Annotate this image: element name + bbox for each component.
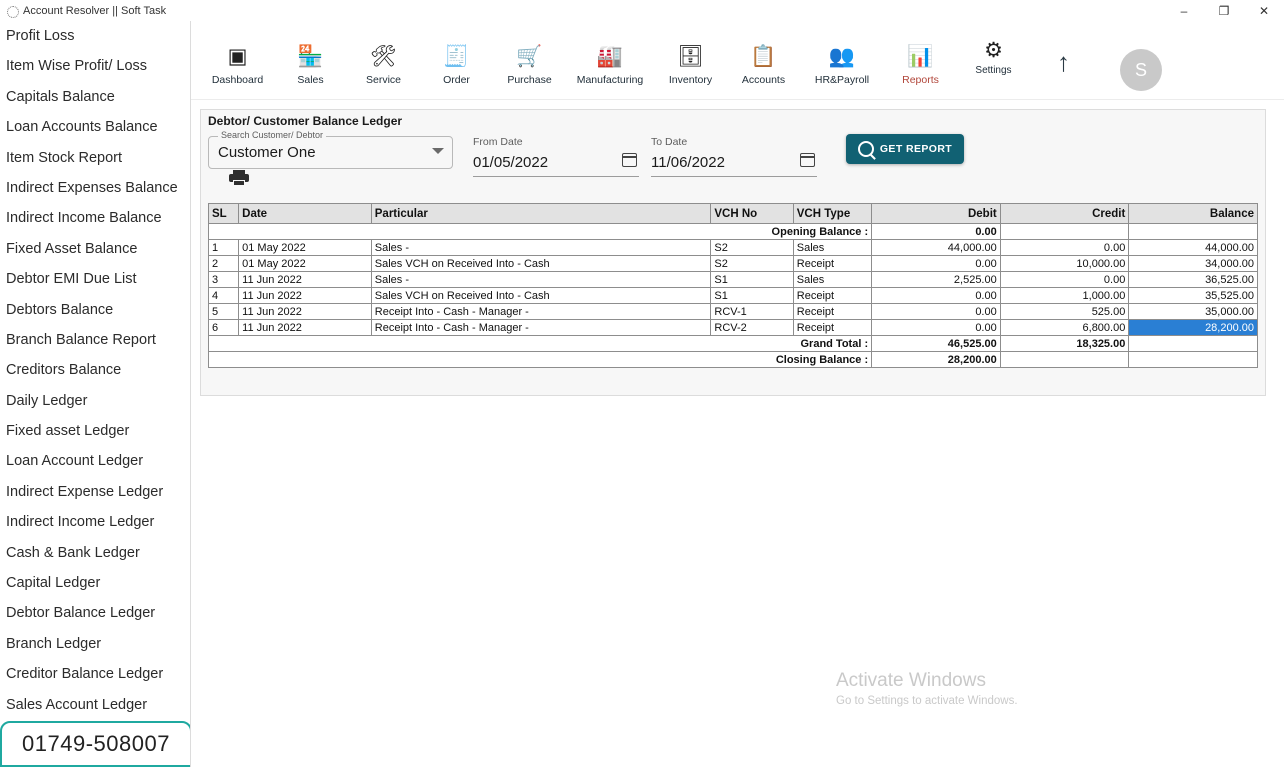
column-header-particular: Particular — [371, 204, 711, 224]
order-icon: 🧾 — [443, 44, 470, 68]
closing-balance-debit: 28,200.00 — [872, 352, 1001, 368]
cell-vch-no: RCV-2 — [711, 320, 793, 336]
service-icon: 🛠 — [370, 44, 397, 68]
cell-vch-type: Receipt — [793, 304, 871, 320]
title-bar — [0, 0, 1284, 22]
up-arrow-icon[interactable]: ↑ — [1057, 47, 1070, 77]
cell-sl: 6 — [209, 320, 239, 336]
search-customer-label: Search Customer/ Debtor — [218, 130, 326, 140]
toolbar-item-settings[interactable] — [957, 27, 1030, 76]
avatar[interactable]: S — [1120, 49, 1162, 91]
sidebar-item-branch-balance-report[interactable]: Branch Balance Report — [6, 331, 156, 348]
toolbar-label-dashboard: Dashboard — [211, 74, 264, 86]
opening-balance-credit — [1000, 224, 1129, 240]
toolbar-item-reports[interactable] — [884, 27, 957, 86]
cell-particular: Receipt Into - Cash - Manager - — [371, 304, 711, 320]
column-header-vch-type: VCH Type — [793, 204, 871, 224]
toolbar-item-dashboard[interactable] — [201, 27, 274, 86]
cell-balance-selected[interactable]: 28,200.00 — [1129, 320, 1258, 336]
get-report-button[interactable] — [846, 134, 964, 164]
sidebar-item-item-wise-profit-loss[interactable]: Item Wise Profit/ Loss — [6, 58, 148, 75]
window-controls — [1164, 0, 1284, 21]
cell-date: 01 May 2022 — [239, 240, 372, 256]
cell-debit: 0.00 — [872, 256, 1001, 272]
cell-date: 11 Jun 2022 — [239, 304, 372, 320]
toolbar-item-order[interactable] — [420, 27, 493, 86]
content-area — [191, 21, 1284, 767]
closing-balance-credit — [1000, 352, 1129, 368]
watermark-subtitle: Go to Settings to activate Windows. — [836, 695, 1018, 707]
toolbar-label-accounts: Accounts — [741, 74, 786, 86]
dashboard-icon: ▣ — [227, 44, 248, 68]
calendar-icon-to[interactable] — [800, 153, 815, 167]
cell-balance: 35,000.00 — [1129, 304, 1258, 320]
maximize-button[interactable]: ❐ — [1218, 3, 1230, 18]
minimize-button[interactable]: – — [1180, 3, 1188, 18]
to-date-field[interactable] — [651, 136, 817, 177]
cell-particular: Receipt Into - Cash - Manager - — [371, 320, 711, 336]
cell-particular: Sales VCH on Received Into - Cash — [371, 288, 711, 304]
cell-particular: Sales - — [371, 272, 711, 288]
closing-balance-row — [209, 352, 1258, 368]
sidebar-item-debtors-balance[interactable]: Debtors Balance — [6, 301, 114, 318]
sidebar-item-daily-ledger[interactable]: Daily Ledger — [6, 392, 88, 409]
from-date-field[interactable] — [473, 136, 639, 177]
cell-particular: Sales VCH on Received Into - Cash — [371, 256, 711, 272]
sidebar-item-profit-loss[interactable]: Profit Loss — [6, 28, 75, 44]
cell-credit: 525.00 — [1000, 304, 1129, 320]
opening-balance-label: Opening Balance : — [209, 224, 872, 240]
cell-sl: 3 — [209, 272, 239, 288]
print-button[interactable] — [229, 170, 251, 190]
cell-balance: 36,525.00 — [1129, 272, 1258, 288]
sidebar-item-capital-ledger[interactable]: Capital Ledger — [6, 575, 101, 592]
sidebar-item-fixed-asset-balance[interactable]: Fixed Asset Balance — [6, 240, 138, 257]
cell-credit: 0.00 — [1000, 272, 1129, 288]
sidebar-item-item-stock-report[interactable]: Item Stock Report — [6, 149, 123, 166]
cell-particular: Sales - — [371, 240, 711, 256]
table-row[interactable] — [209, 240, 1258, 256]
from-date-value: 01/05/2022 — [473, 154, 549, 171]
window-title: Account Resolver || Soft Task — [23, 4, 167, 17]
table-row[interactable] — [209, 272, 1258, 288]
toolbar-item-accounts[interactable] — [727, 27, 800, 86]
toolbar-label-reports: Reports — [902, 74, 939, 86]
chevron-down-icon[interactable] — [432, 148, 444, 154]
table-row[interactable] — [209, 304, 1258, 320]
cell-vch-type: Sales — [793, 240, 871, 256]
table-row[interactable] — [209, 320, 1258, 336]
toolbar-label-inventory: Inventory — [668, 74, 713, 86]
search-icon — [858, 141, 874, 157]
toolbar-items — [201, 27, 1030, 86]
cell-balance: 35,525.00 — [1129, 288, 1258, 304]
reports-icon: 📊 — [907, 44, 934, 68]
cell-sl: 4 — [209, 288, 239, 304]
sidebar-item-indirect-expenses-balance[interactable]: Indirect Expenses Balance — [6, 179, 178, 196]
cell-date: 11 Jun 2022 — [239, 320, 372, 336]
sidebar-item-loan-account-ledger[interactable]: Loan Account Ledger — [6, 453, 144, 470]
sidebar-item-creditors-balance[interactable]: Creditors Balance — [6, 362, 122, 379]
purchase-icon: 🛒 — [516, 44, 543, 68]
cell-sl: 2 — [209, 256, 239, 272]
cell-balance: 34,000.00 — [1129, 256, 1258, 272]
column-header-date: Date — [239, 204, 372, 224]
table-header-row — [209, 204, 1258, 224]
cell-sl: 1 — [209, 240, 239, 256]
cell-vch-no: S1 — [711, 288, 793, 304]
sidebar-item-loan-accounts-balance[interactable]: Loan Accounts Balance — [6, 119, 158, 136]
cell-vch-no: RCV-1 — [711, 304, 793, 320]
grand-total-label: Grand Total : — [209, 336, 872, 352]
sales-icon: 🏪 — [297, 44, 324, 68]
sidebar[interactable] — [0, 21, 191, 767]
column-header-vch-no: VCH No — [711, 204, 793, 224]
support-phone-box — [0, 721, 191, 767]
cell-vch-no: S2 — [711, 240, 793, 256]
from-date-row[interactable] — [473, 152, 639, 177]
column-header-debit: Debit — [872, 204, 1001, 224]
toolbar-label-sales: Sales — [297, 74, 324, 86]
table-row[interactable] — [209, 256, 1258, 272]
calendar-icon-from[interactable] — [622, 153, 637, 167]
cell-credit: 1,000.00 — [1000, 288, 1129, 304]
opening-balance-debit: 0.00 — [872, 224, 1001, 240]
ledger-table — [208, 203, 1258, 368]
grand-total-row — [209, 336, 1258, 352]
settings-icon: ⚙ — [984, 38, 1003, 62]
cell-debit: 0.00 — [872, 304, 1001, 320]
cell-credit: 0.00 — [1000, 240, 1129, 256]
search-customer-select[interactable] — [208, 130, 453, 169]
cell-vch-type: Receipt — [793, 320, 871, 336]
opening-balance-balance — [1129, 224, 1258, 240]
to-date-row[interactable] — [651, 152, 817, 177]
cell-debit: 0.00 — [872, 288, 1001, 304]
cell-vch-no: S1 — [711, 272, 793, 288]
cell-date: 11 Jun 2022 — [239, 272, 372, 288]
report-panel — [200, 109, 1266, 396]
cell-vch-no: S2 — [711, 256, 793, 272]
cell-date: 11 Jun 2022 — [239, 288, 372, 304]
cell-sl: 5 — [209, 304, 239, 320]
table-head — [209, 204, 1258, 224]
inventory-icon: 🗄 — [677, 44, 704, 68]
cell-vch-type: Receipt — [793, 288, 871, 304]
title-bar-left — [6, 2, 166, 19]
sidebar-item-capitals-balance[interactable]: Capitals Balance — [6, 88, 115, 105]
toolbar-item-sales[interactable] — [274, 27, 347, 86]
column-header-balance: Balance — [1129, 204, 1258, 224]
cell-vch-type: Receipt — [793, 256, 871, 272]
sidebar-item-branch-ledger[interactable]: Branch Ledger — [6, 635, 102, 652]
app-logo-icon — [6, 5, 18, 17]
grand-total-balance — [1129, 336, 1258, 352]
toolbar-label-manufacturing: Manufacturing — [576, 74, 644, 86]
window-body — [0, 21, 1284, 767]
grand-total-credit: 18,325.00 — [1000, 336, 1129, 352]
grand-total-debit: 46,525.00 — [872, 336, 1001, 352]
cell-debit: 44,000.00 — [872, 240, 1001, 256]
toolbar-label-hr-payroll: HR&Payroll — [814, 74, 870, 86]
closing-balance-label: Closing Balance : — [209, 352, 872, 368]
activate-windows-watermark — [836, 670, 1018, 707]
ledger-table-wrapper — [208, 203, 1258, 368]
sidebar-item-cash-bank-ledger[interactable]: Cash & Bank Ledger — [6, 544, 140, 561]
table-body — [209, 224, 1258, 368]
search-customer-value: Customer One — [218, 144, 316, 161]
toolbar-item-service[interactable] — [347, 27, 420, 86]
sidebar-item-sales-account-ledger[interactable]: Sales Account Ledger — [6, 696, 148, 713]
toolbar-label-service: Service — [365, 74, 401, 86]
sidebar-item-debtor-balance-ledger[interactable]: Debtor Balance Ledger — [6, 605, 156, 622]
manufacturing-icon: 🏭 — [596, 44, 624, 68]
toolbar-item-manufacturing[interactable] — [566, 27, 654, 86]
support-phone-number: 01749-508007 — [22, 731, 170, 756]
hr-payroll-icon: 👥 — [828, 44, 856, 68]
watermark-title: Activate Windows — [836, 670, 986, 691]
column-header-sl: SL — [209, 204, 239, 224]
get-report-label: GET REPORT — [879, 143, 953, 155]
close-button[interactable]: ✕ — [1258, 3, 1270, 18]
cell-credit: 10,000.00 — [1000, 256, 1129, 272]
page-title: Debtor/ Customer Balance Ledger — [208, 114, 403, 128]
sidebar-item-indirect-expense-ledger[interactable]: Indirect Expense Ledger — [6, 483, 164, 500]
sidebar-item-debtor-emi-due-list[interactable]: Debtor EMI Due List — [6, 271, 137, 288]
toolbar-item-hr-payroll[interactable] — [800, 27, 884, 86]
cell-debit: 0.00 — [872, 320, 1001, 336]
column-header-credit: Credit — [1000, 204, 1129, 224]
cell-debit: 2,525.00 — [872, 272, 1001, 288]
sidebar-item-indirect-income-balance[interactable]: Indirect Income Balance — [6, 210, 162, 227]
closing-balance-balance — [1129, 352, 1258, 368]
sidebar-item-indirect-income-ledger[interactable]: Indirect Income Ledger — [6, 514, 155, 531]
sidebar-item-creditor-balance-ledger[interactable]: Creditor Balance Ledger — [6, 666, 164, 683]
cell-credit: 6,800.00 — [1000, 320, 1129, 336]
cell-vch-type: Sales — [793, 272, 871, 288]
toolbar-label-settings: Settings — [975, 65, 1012, 76]
toolbar-label-order: Order — [443, 74, 470, 86]
toolbar-item-purchase[interactable] — [493, 27, 566, 86]
opening-balance-row — [209, 224, 1258, 240]
sidebar-item-fixed-asset-ledger[interactable]: Fixed asset Ledger — [6, 423, 130, 440]
accounts-icon: 📋 — [750, 44, 777, 68]
to-date-label: To Date — [651, 136, 688, 148]
top-toolbar — [191, 21, 1284, 100]
toolbar-item-inventory[interactable] — [654, 27, 727, 86]
to-date-value: 11/06/2022 — [651, 154, 725, 171]
from-date-label: From Date — [473, 136, 523, 148]
cell-date: 01 May 2022 — [239, 256, 372, 272]
table-row[interactable] — [209, 288, 1258, 304]
toolbar-label-purchase: Purchase — [507, 74, 552, 86]
cell-balance: 44,000.00 — [1129, 240, 1258, 256]
